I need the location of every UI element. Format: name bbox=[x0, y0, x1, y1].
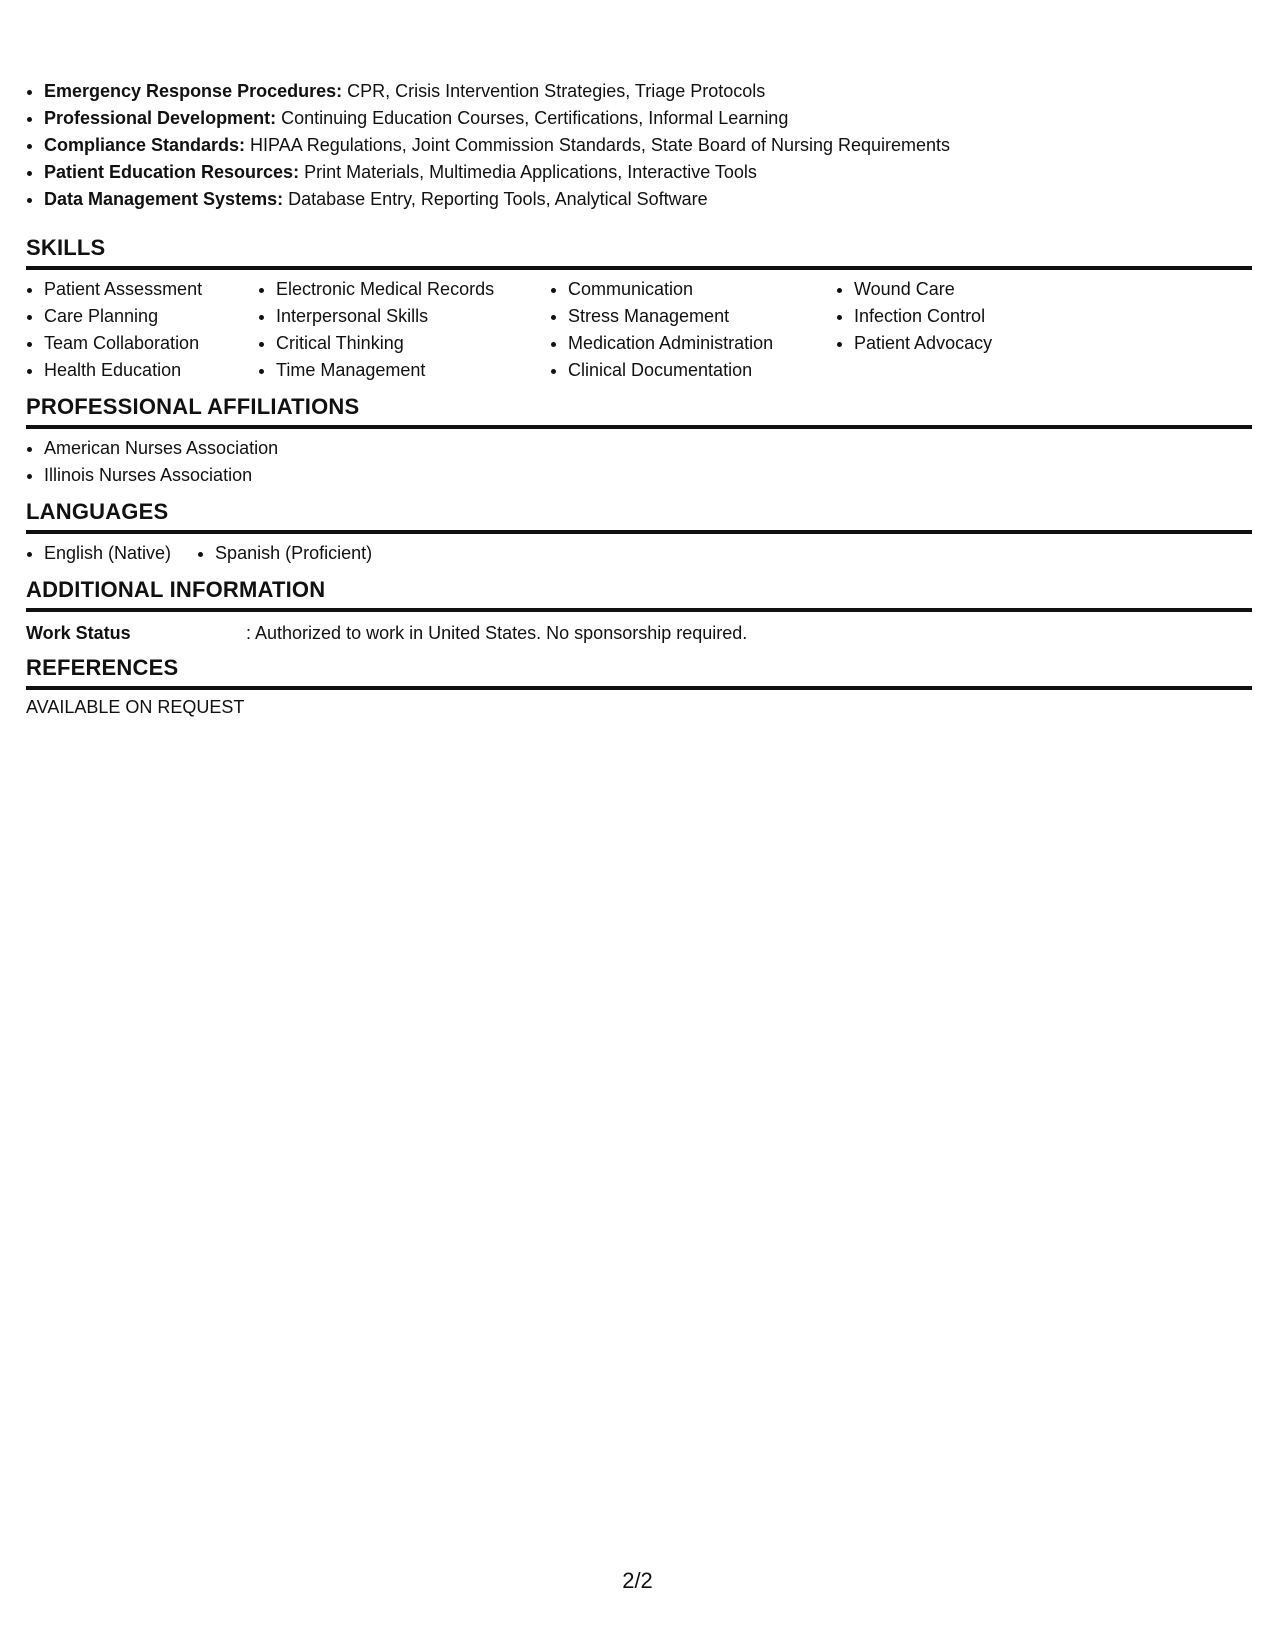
item-label: Compliance Standards: bbox=[44, 135, 246, 155]
skills-column-3 bbox=[550, 276, 816, 384]
languages-body bbox=[26, 534, 1252, 567]
item-text: CPR, Crisis Intervention Strategies, Triage Protocols bbox=[342, 81, 766, 101]
section-title-languages: LANGUAGES bbox=[26, 499, 1252, 534]
item-text: Database Entry, Reporting Tools, Analytical Software bbox=[283, 189, 708, 209]
section-title-references: REFERENCES bbox=[26, 655, 1252, 690]
item-label: Emergency Response Procedures: bbox=[44, 81, 343, 101]
work-status-row bbox=[26, 618, 1252, 647]
list-item bbox=[44, 186, 1252, 213]
skill-item: • Interpersonal Skills bbox=[276, 303, 530, 330]
skill-item: • Wound Care bbox=[854, 276, 1054, 303]
affiliations-list bbox=[26, 435, 1252, 489]
affiliation-item: • Illinois Nurses Association bbox=[44, 462, 1252, 489]
skill-item: • Stress Management bbox=[568, 303, 816, 330]
list-item bbox=[44, 159, 1252, 186]
skill-item: • Patient Advocacy bbox=[854, 330, 1054, 357]
list-item bbox=[44, 78, 1252, 105]
skill-item: • Critical Thinking bbox=[276, 330, 530, 357]
knowledge-list bbox=[26, 78, 1252, 213]
skill-item: • Clinical Documentation bbox=[568, 357, 816, 384]
skill-item: • Electronic Medical Records bbox=[276, 276, 530, 303]
skill-item: • Patient Assessment bbox=[44, 276, 238, 303]
skill-item: • Team Collaboration bbox=[44, 330, 238, 357]
language-item: • English (Native) bbox=[44, 540, 171, 567]
work-status-value: : Authorized to work in United States. No sponsorship required. bbox=[246, 623, 748, 643]
skill-item: • Health Education bbox=[44, 357, 238, 384]
affiliations-body bbox=[26, 429, 1252, 489]
skills-column-1 bbox=[26, 276, 238, 384]
item-text: HIPAA Regulations, Joint Commission Standards, State Board of Nursing Requirements bbox=[245, 135, 951, 155]
item-label: Professional Development: bbox=[44, 108, 277, 128]
item-text: Continuing Education Courses, Certifications, Informal Learning bbox=[276, 108, 789, 128]
skill-item: • Communication bbox=[568, 276, 816, 303]
skill-item: • Time Management bbox=[276, 357, 530, 384]
resume-page bbox=[26, 78, 1252, 721]
skills-column-2 bbox=[258, 276, 530, 384]
language-item: • Spanish (Proficient) bbox=[215, 540, 372, 567]
item-text: Print Materials, Multimedia Applications, Interactive Tools bbox=[299, 162, 757, 182]
page-number: 2/2 bbox=[622, 1568, 653, 1593]
additional-body bbox=[26, 612, 1252, 647]
item-label: Patient Education Resources: bbox=[44, 162, 300, 182]
languages-list bbox=[26, 540, 1252, 567]
work-status-label: Work Status bbox=[26, 623, 131, 643]
skill-item: • Infection Control bbox=[854, 303, 1054, 330]
item-label: Data Management Systems: bbox=[44, 189, 284, 209]
section-title-additional-information: ADDITIONAL INFORMATION bbox=[26, 577, 1252, 612]
section-title-affiliations: PROFESSIONAL AFFILIATIONS bbox=[26, 394, 1252, 429]
skill-item: • Medication Administration bbox=[568, 330, 816, 357]
list-item bbox=[44, 105, 1252, 132]
skills-grid bbox=[26, 270, 1252, 384]
references-text: AVAILABLE ON REQUEST bbox=[26, 697, 245, 717]
skill-item: • Care Planning bbox=[44, 303, 238, 330]
section-title-skills: SKILLS bbox=[26, 235, 1252, 270]
skills-column-4 bbox=[836, 276, 1054, 384]
list-item bbox=[44, 132, 1252, 159]
affiliation-item: • American Nurses Association bbox=[44, 435, 1252, 462]
